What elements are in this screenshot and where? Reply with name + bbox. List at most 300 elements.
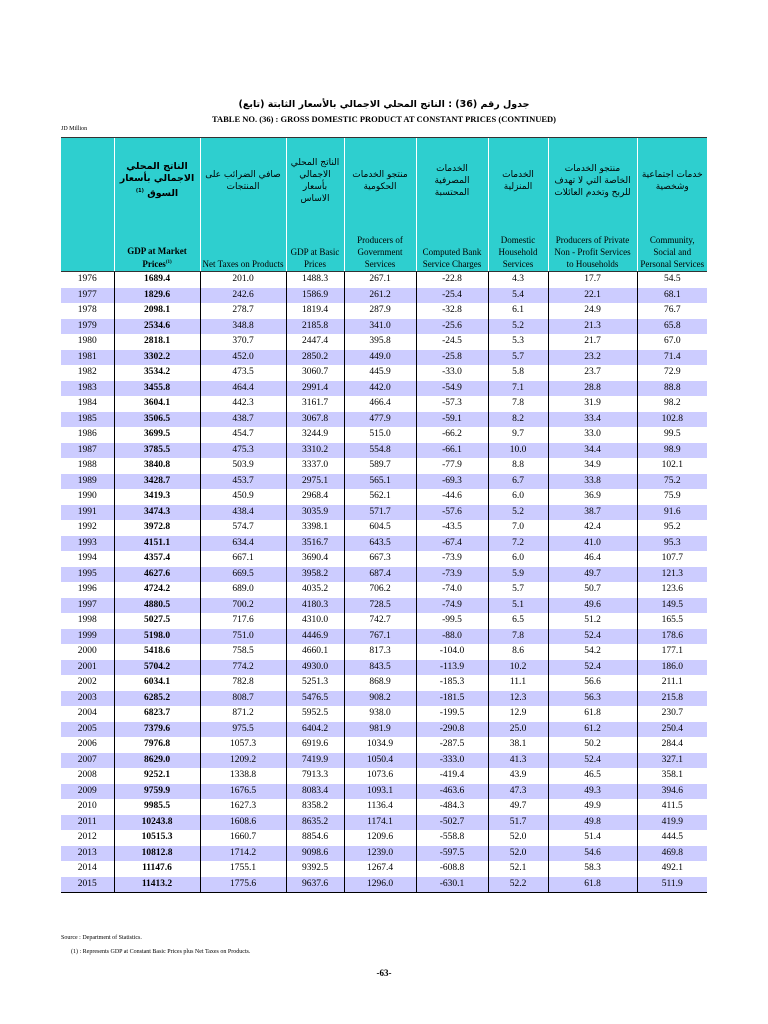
- table-header-row: [61, 138, 707, 272]
- cell-net-taxes: 667.1: [200, 551, 286, 567]
- table-row: [61, 334, 707, 350]
- cell-non-profit: 61.2: [548, 722, 637, 738]
- cell-household: 10.0: [488, 443, 548, 459]
- cell-gdp-market: 3534.2: [114, 365, 200, 381]
- cell-household: 6.7: [488, 474, 548, 490]
- cell-year: 1989: [61, 474, 114, 490]
- cell-gov-services: 287.9: [344, 303, 416, 319]
- cell-household: 52.0: [488, 830, 548, 846]
- cell-gdp-basic: 3337.0: [286, 458, 344, 474]
- table-row: [61, 567, 707, 583]
- cell-gov-services: 341.0: [344, 319, 416, 335]
- footnote: (1) : Represents GDP at Constant Basic Prices plus Net Taxes on Products.: [71, 949, 251, 955]
- cell-gdp-market: 1689.4: [114, 272, 200, 288]
- table-row: [61, 613, 707, 629]
- cell-net-taxes: 1627.3: [200, 799, 286, 815]
- cell-gov-services: 1073.6: [344, 768, 416, 784]
- cell-year: 2011: [61, 815, 114, 831]
- cell-household: 52.1: [488, 861, 548, 877]
- cell-net-taxes: 1755.1: [200, 861, 286, 877]
- table-row: [61, 582, 707, 598]
- cell-bank-charges: -597.5: [416, 846, 488, 862]
- cell-non-profit: 56.3: [548, 691, 637, 707]
- cell-gdp-market: 3972.8: [114, 520, 200, 536]
- cell-year: 1987: [61, 443, 114, 459]
- table-row: [61, 412, 707, 428]
- cell-gov-services: 466.4: [344, 396, 416, 412]
- cell-net-taxes: 751.0: [200, 629, 286, 645]
- cell-bank-charges: -104.0: [416, 644, 488, 660]
- cell-gdp-market: 4880.5: [114, 598, 200, 614]
- cell-net-taxes: 242.6: [200, 288, 286, 304]
- cell-year: 1999: [61, 629, 114, 645]
- cell-gdp-market: 2098.1: [114, 303, 200, 319]
- cell-bank-charges: -66.1: [416, 443, 488, 459]
- cell-household: 11.1: [488, 675, 548, 691]
- cell-gdp-market: 3840.8: [114, 458, 200, 474]
- cell-gdp-basic: 9637.6: [286, 877, 344, 893]
- cell-gov-services: 562.1: [344, 489, 416, 505]
- cell-gov-services: 477.9: [344, 412, 416, 428]
- cell-year: 2013: [61, 846, 114, 862]
- cell-net-taxes: 700.2: [200, 598, 286, 614]
- header-ar: الخدمات المصرفية المحتسبة: [434, 164, 470, 198]
- cell-gdp-basic: 3161.7: [286, 396, 344, 412]
- cell-bank-charges: -333.0: [416, 753, 488, 769]
- table-row: [61, 505, 707, 521]
- cell-non-profit: 33.4: [548, 412, 637, 428]
- cell-year: 2002: [77, 677, 97, 687]
- cell-year: 1990: [77, 491, 97, 501]
- table-row: [61, 815, 707, 831]
- cell-bank-charges: -73.9: [416, 567, 488, 583]
- cell-gdp-basic: 5251.3: [286, 675, 344, 691]
- cell-bank-charges: -199.5: [416, 706, 488, 722]
- cell-gdp-market: 9252.1: [114, 768, 200, 784]
- table-row: [61, 753, 707, 769]
- cell-community: 71.4: [637, 350, 707, 366]
- cell-household: 7.2: [488, 536, 548, 552]
- cell-community: 123.6: [637, 582, 707, 598]
- cell-gdp-basic: 3398.1: [286, 520, 344, 536]
- cell-year: 2004: [77, 708, 97, 718]
- cell-gdp-basic: 6919.6: [286, 737, 344, 753]
- cell-net-taxes: 1338.8: [200, 768, 286, 784]
- cell-gdp-market: 4724.2: [114, 582, 200, 598]
- cell-household: 49.7: [488, 799, 548, 815]
- cell-household: 5.4: [488, 288, 548, 304]
- cell-non-profit: 41.0: [548, 536, 637, 552]
- footnote-marker: (1): [135, 188, 144, 195]
- header-en: Domestic Household Services: [498, 235, 538, 269]
- cell-household: 10.2: [488, 660, 548, 676]
- cell-gdp-market: 2534.6: [114, 319, 200, 335]
- cell-gov-services: 687.4: [344, 567, 416, 583]
- cell-community: 358.1: [637, 768, 707, 784]
- cell-community: 511.9: [637, 877, 707, 893]
- cell-gov-services: 261.2: [344, 288, 416, 304]
- table-row: [61, 629, 707, 645]
- header-en: Computed Bank Service Charges: [422, 247, 482, 269]
- cell-net-taxes: 758.5: [200, 644, 286, 660]
- cell-community: 149.5: [637, 598, 707, 614]
- cell-community: 411.5: [637, 799, 707, 815]
- cell-household: 5.7: [488, 350, 548, 366]
- cell-gdp-basic: 3244.9: [286, 427, 344, 443]
- cell-community: 99.5: [637, 427, 707, 443]
- cell-net-taxes: 464.4: [200, 381, 286, 397]
- cell-gov-services: 868.9: [344, 675, 416, 691]
- cell-net-taxes: 574.7: [200, 520, 286, 536]
- cell-non-profit: 49.7: [548, 567, 637, 583]
- cell-bank-charges: -43.5: [416, 520, 488, 536]
- cell-bank-charges: -287.5: [416, 737, 488, 753]
- cell-year: 1995: [61, 567, 114, 583]
- column-header-government-services: [344, 138, 416, 272]
- cell-household: 41.3: [488, 753, 548, 769]
- column-header-bank-service-charges: [416, 138, 488, 272]
- cell-gov-services: 667.3: [344, 551, 416, 567]
- header-ar: الناتج المحلي الاجمالي بأسعار السوق: [119, 161, 195, 200]
- cell-bank-charges: -32.8: [416, 303, 488, 319]
- cell-gov-services: 445.9: [344, 365, 416, 381]
- cell-gdp-market: 3455.8: [114, 381, 200, 397]
- table-row: [61, 799, 707, 815]
- cell-non-profit: 54.2: [548, 644, 637, 660]
- cell-household: 6.1: [488, 303, 548, 319]
- cell-community: 95.2: [637, 520, 707, 536]
- table-row: [61, 474, 707, 490]
- cell-gdp-basic: 6404.2: [286, 722, 344, 738]
- footnote-marker: (1): [165, 260, 172, 265]
- cell-bank-charges: -25.6: [416, 319, 488, 335]
- cell-net-taxes: 782.8: [200, 675, 286, 691]
- cell-net-taxes: 454.7: [200, 427, 286, 443]
- table-row: [61, 350, 707, 366]
- cell-non-profit: 49.8: [548, 815, 637, 831]
- cell-non-profit: 50.7: [548, 582, 637, 598]
- header-en: GDP at Basic Prices: [290, 247, 340, 269]
- cell-year: 2000: [77, 646, 97, 656]
- table-row: [61, 598, 707, 614]
- cell-gdp-basic: 5952.5: [286, 706, 344, 722]
- cell-year: 2009: [61, 784, 114, 800]
- cell-bank-charges: -57.6: [416, 505, 488, 521]
- cell-year: 2015: [61, 877, 114, 893]
- cell-gdp-market: 3302.2: [114, 350, 200, 366]
- cell-gdp-basic: 8083.4: [286, 784, 344, 800]
- header-ar: الخدمات المنزلية: [502, 170, 534, 192]
- cell-gdp-market: 6285.2: [114, 691, 200, 707]
- cell-gdp-basic: 4930.0: [286, 660, 344, 676]
- cell-bank-charges: -25.8: [416, 350, 488, 366]
- cell-gov-services: 571.7: [344, 505, 416, 521]
- header-en: Community, Social and Personal Services: [640, 235, 705, 269]
- header-en: Producers of Government Services: [357, 235, 403, 269]
- cell-year: 1986: [77, 429, 97, 439]
- cell-gov-services: 938.0: [344, 706, 416, 722]
- cell-gov-services: 554.8: [344, 443, 416, 459]
- cell-community: 178.6: [637, 629, 707, 645]
- table-row: [61, 846, 707, 862]
- cell-community: 98.9: [637, 443, 707, 459]
- cell-non-profit: 54.6: [548, 846, 637, 862]
- cell-gdp-market: 10812.8: [114, 846, 200, 862]
- cell-non-profit: 28.8: [548, 381, 637, 397]
- cell-household: 5.9: [488, 567, 548, 583]
- cell-year: 2010: [77, 801, 97, 811]
- table-row: [61, 784, 707, 800]
- header-ar: منتجو الخدمات الحكومية: [352, 170, 408, 192]
- cell-community: 211.1: [637, 675, 707, 691]
- cell-non-profit: 52.4: [548, 629, 637, 645]
- cell-gov-services: 908.2: [344, 691, 416, 707]
- cell-community: 91.6: [637, 505, 707, 521]
- cell-bank-charges: -25.4: [416, 288, 488, 304]
- cell-net-taxes: 1660.7: [200, 830, 286, 846]
- table-row: [61, 319, 707, 335]
- cell-bank-charges: -185.3: [416, 675, 488, 691]
- cell-non-profit: 38.7: [548, 505, 637, 521]
- cell-net-taxes: 475.3: [200, 443, 286, 459]
- cell-gov-services: 742.7: [344, 613, 416, 629]
- cell-bank-charges: -77.9: [416, 458, 488, 474]
- table-row: [61, 396, 707, 412]
- cell-net-taxes: 1057.3: [200, 737, 286, 753]
- cell-household: 7.1: [488, 381, 548, 397]
- cell-year: 1998: [77, 615, 97, 625]
- cell-non-profit: 52.4: [548, 753, 637, 769]
- cell-year: 1977: [61, 288, 114, 304]
- cell-gdp-basic: 7419.9: [286, 753, 344, 769]
- cell-net-taxes: 450.9: [200, 489, 286, 505]
- cell-gov-services: 515.0: [344, 427, 416, 443]
- cell-net-taxes: 669.5: [200, 567, 286, 583]
- cell-gdp-market: 4357.4: [114, 551, 200, 567]
- cell-community: 102.8: [637, 412, 707, 428]
- cell-year: 1983: [61, 381, 114, 397]
- cell-community: 54.5: [637, 272, 707, 288]
- cell-gdp-basic: 1819.4: [286, 303, 344, 319]
- cell-community: 95.3: [637, 536, 707, 552]
- table-row: [61, 691, 707, 707]
- cell-gdp-basic: 8635.2: [286, 815, 344, 831]
- source-note: Source : Department of Statistics.: [61, 935, 142, 941]
- cell-household: 52.2: [488, 877, 548, 893]
- cell-gov-services: 395.8: [344, 334, 416, 350]
- cell-bank-charges: -99.5: [416, 613, 488, 629]
- cell-household: 7.0: [488, 520, 548, 536]
- cell-net-taxes: 1775.6: [200, 877, 286, 893]
- cell-net-taxes: 370.7: [200, 334, 286, 350]
- cell-household: 4.3: [488, 272, 548, 288]
- cell-bank-charges: -74.0: [416, 582, 488, 598]
- cell-gdp-market: 9985.5: [114, 799, 200, 815]
- cell-non-profit: 21.7: [548, 334, 637, 350]
- cell-gdp-market: 5027.5: [114, 613, 200, 629]
- cell-gdp-market: 6823.7: [114, 706, 200, 722]
- table-row: [61, 536, 707, 552]
- cell-community: 492.1: [637, 861, 707, 877]
- cell-year: 1985: [61, 412, 114, 428]
- table-row: [61, 489, 707, 505]
- cell-net-taxes: 689.0: [200, 582, 286, 598]
- cell-gdp-market: 9759.9: [114, 784, 200, 800]
- cell-household: 12.9: [488, 706, 548, 722]
- column-header-year: [61, 138, 114, 272]
- table-row: [61, 722, 707, 738]
- cell-household: 47.3: [488, 784, 548, 800]
- cell-year: 2006: [77, 739, 97, 749]
- cell-year: 2005: [61, 722, 114, 738]
- cell-household: 12.3: [488, 691, 548, 707]
- cell-community: 419.9: [637, 815, 707, 831]
- cell-gdp-market: 3419.3: [114, 489, 200, 505]
- table-row: [61, 737, 707, 753]
- cell-gdp-basic: 4035.2: [286, 582, 344, 598]
- cell-community: 186.0: [637, 660, 707, 676]
- cell-community: 215.8: [637, 691, 707, 707]
- cell-community: 107.7: [637, 551, 707, 567]
- cell-gov-services: 1296.0: [344, 877, 416, 893]
- table-row: [61, 675, 707, 691]
- header-en: GDP at Market Prices: [127, 246, 187, 269]
- column-header-community-services: [637, 138, 707, 272]
- cell-bank-charges: -630.1: [416, 877, 488, 893]
- cell-bank-charges: -69.3: [416, 474, 488, 490]
- cell-non-profit: 23.7: [548, 365, 637, 381]
- cell-gov-services: 981.9: [344, 722, 416, 738]
- cell-gdp-basic: 2975.1: [286, 474, 344, 490]
- cell-community: 65.8: [637, 319, 707, 335]
- header-ar: الناتج المحلي الاجمالي بأسعار الاساس: [290, 158, 340, 204]
- table-row: [61, 830, 707, 846]
- cell-community: 327.1: [637, 753, 707, 769]
- table-row: [61, 272, 707, 288]
- cell-bank-charges: -484.3: [416, 799, 488, 815]
- cell-year: 2007: [61, 753, 114, 769]
- cell-year: 1992: [77, 522, 97, 532]
- cell-gov-services: 1209.6: [344, 830, 416, 846]
- gdp-table: [61, 137, 707, 893]
- cell-bank-charges: -608.8: [416, 861, 488, 877]
- cell-gov-services: 1034.9: [344, 737, 416, 753]
- cell-net-taxes: 871.2: [200, 706, 286, 722]
- cell-community: 177.1: [637, 644, 707, 660]
- cell-gdp-market: 11147.6: [114, 861, 200, 877]
- cell-non-profit: 33.8: [548, 474, 637, 490]
- cell-net-taxes: 438.7: [200, 412, 286, 428]
- cell-year: 1982: [77, 367, 97, 377]
- cell-non-profit: 34.4: [548, 443, 637, 459]
- cell-year: 1980: [77, 336, 97, 346]
- cell-net-taxes: 717.6: [200, 613, 286, 629]
- cell-gdp-basic: 1586.9: [286, 288, 344, 304]
- cell-net-taxes: 452.0: [200, 350, 286, 366]
- cell-non-profit: 51.4: [548, 830, 637, 846]
- table-row: [61, 644, 707, 660]
- cell-gdp-basic: 3067.8: [286, 412, 344, 428]
- cell-year: 2014: [77, 863, 97, 873]
- cell-bank-charges: -73.9: [416, 551, 488, 567]
- cell-gov-services: 1239.0: [344, 846, 416, 862]
- cell-gdp-basic: 2185.8: [286, 319, 344, 335]
- table-row: [61, 520, 707, 536]
- cell-non-profit: 34.9: [548, 458, 637, 474]
- cell-year: 1984: [77, 398, 97, 408]
- cell-gdp-market: 3785.5: [114, 443, 200, 459]
- cell-net-taxes: 808.7: [200, 691, 286, 707]
- cell-net-taxes: 348.8: [200, 319, 286, 335]
- cell-non-profit: 46.5: [548, 768, 637, 784]
- cell-gdp-market: 4627.6: [114, 567, 200, 583]
- cell-gov-services: 442.0: [344, 381, 416, 397]
- cell-gov-services: 817.3: [344, 644, 416, 660]
- header-en: Net Taxes on Products: [202, 259, 284, 269]
- cell-non-profit: 33.0: [548, 427, 637, 443]
- cell-community: 72.9: [637, 365, 707, 381]
- cell-household: 5.2: [488, 505, 548, 521]
- cell-gdp-market: 10515.3: [114, 830, 200, 846]
- cell-year: 1993: [61, 536, 114, 552]
- table-title-english: TABLE NO. (36) : GROSS DOMESTIC PRODUCT AT CONSTANT PRICES (CONTINUED): [211, 114, 557, 124]
- table-row: [61, 458, 707, 474]
- header-en: Producers of Private Non - Profit Services to Households: [554, 235, 631, 269]
- cell-gdp-basic: 5476.5: [286, 691, 344, 707]
- cell-year: 1978: [77, 305, 97, 315]
- cell-community: 75.9: [637, 489, 707, 505]
- cell-net-taxes: 1714.2: [200, 846, 286, 862]
- cell-non-profit: 51.2: [548, 613, 637, 629]
- cell-net-taxes: 473.5: [200, 365, 286, 381]
- cell-gdp-basic: 3310.2: [286, 443, 344, 459]
- cell-household: 6.0: [488, 489, 548, 505]
- cell-gdp-market: 3699.5: [114, 427, 200, 443]
- cell-bank-charges: -113.9: [416, 660, 488, 676]
- cell-net-taxes: 1676.5: [200, 784, 286, 800]
- cell-household: 6.0: [488, 551, 548, 567]
- cell-bank-charges: -24.5: [416, 334, 488, 350]
- table-row: [61, 706, 707, 722]
- cell-gdp-basic: 7913.3: [286, 768, 344, 784]
- cell-net-taxes: 278.7: [200, 303, 286, 319]
- table-row: [61, 551, 707, 567]
- cell-household: 8.8: [488, 458, 548, 474]
- cell-net-taxes: 1209.2: [200, 753, 286, 769]
- cell-year: 1979: [61, 319, 114, 335]
- cell-year: 2012: [77, 832, 97, 842]
- column-header-gdp-market-prices: [114, 138, 200, 272]
- cell-bank-charges: -22.8: [416, 272, 488, 288]
- header-ar: صافي الضرائب على المنتجات: [205, 170, 281, 192]
- cell-gdp-basic: 2991.4: [286, 381, 344, 397]
- cell-gov-services: 267.1: [344, 272, 416, 288]
- cell-gdp-basic: 2968.4: [286, 489, 344, 505]
- cell-gdp-basic: 1488.3: [286, 272, 344, 288]
- cell-gdp-basic: 2447.4: [286, 334, 344, 350]
- cell-non-profit: 24.9: [548, 303, 637, 319]
- cell-gdp-market: 8629.0: [114, 753, 200, 769]
- cell-bank-charges: -502.7: [416, 815, 488, 831]
- cell-household: 8.6: [488, 644, 548, 660]
- cell-net-taxes: 453.7: [200, 474, 286, 490]
- cell-household: 7.8: [488, 396, 548, 412]
- cell-community: 469.8: [637, 846, 707, 862]
- cell-bank-charges: -54.9: [416, 381, 488, 397]
- cell-gov-services: 706.2: [344, 582, 416, 598]
- table-row: [61, 381, 707, 397]
- cell-gov-services: 1050.4: [344, 753, 416, 769]
